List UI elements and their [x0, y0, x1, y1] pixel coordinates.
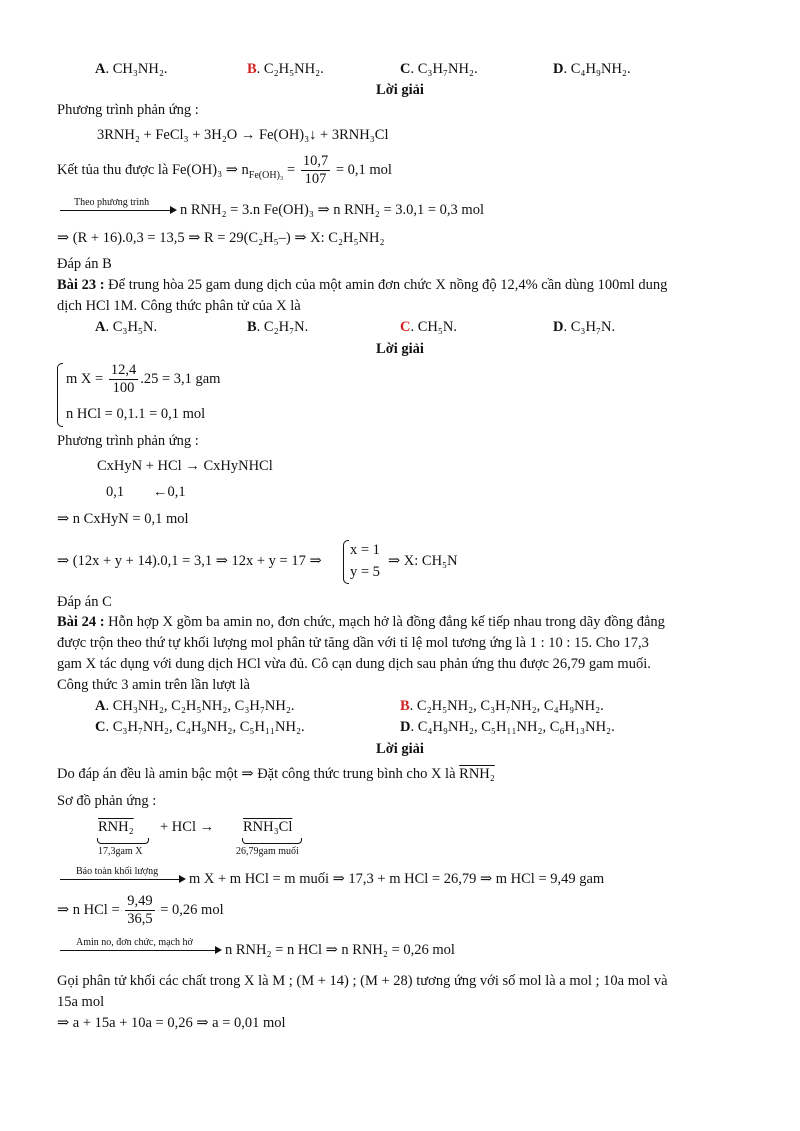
- reasoning-arrow: [60, 210, 175, 211]
- system-x: x = 1: [350, 542, 380, 558]
- option-d: D. C₄H₉NH₂.: [553, 61, 631, 77]
- scheme-right: RNH₃Cl: [243, 819, 293, 835]
- option-a: A. CH₃NH₂, C₂H₅NH₂, C₃H₇NH₂.: [95, 698, 295, 714]
- intro-line: Do đáp án đều là amin bậc một ⇒ Đặt công thức trung bình cho X là RNH₂: [57, 766, 495, 782]
- calc-line: ⇒ (12x + y + 14).0,1 = 3,1 ⇒ 12x + y = 17 ⇒: [57, 553, 322, 569]
- option-a: A. CH₃NH₂.: [95, 61, 168, 77]
- eq-label: Phương trình phản ứng :: [57, 433, 199, 449]
- system-brace: [343, 540, 349, 584]
- reaction-equation: 3RNH₂ + FeCl₃ + 3H₂O → Fe(OH)₃↓ + 3RNH₃Cl: [97, 127, 389, 143]
- question-24-cont: được trộn theo thứ tự khối lượng mol phân tử tăng dần với tỉ lệ mol tương ứng là 1 : 10 : 15. Cho 17,3: [57, 635, 649, 651]
- question-23-cont: dịch HCl 1M. Công thức phân tử của X là: [57, 298, 301, 314]
- scheme-mid: + HCl →: [160, 819, 215, 835]
- reaction-equation: CxHyN + HCl → CxHyNHCl: [97, 458, 273, 474]
- mol-line: n RNH₂ = 3.n Fe(OH)₃ ⇒ n RNH₂ = 3.0,1 = 0,3 mol: [180, 202, 484, 218]
- option-b-correct: B. C₂H₅NH₂, C₃H₇NH₂, C₄H₉NH₂.: [400, 698, 604, 714]
- eq-label: Phương trình phản ứng :: [57, 102, 199, 118]
- option-c: C. C₃H₇NH₂, C₄H₉NH₂, C₅H₁₁NH₂.: [95, 719, 305, 735]
- question-23: Bài 23 : Để trung hòa 25 gam dung dịch của một amin đơn chức X nồng độ 12,4% cần dùng 100ml dung: [57, 277, 668, 293]
- system-brace: [57, 363, 63, 427]
- question-24-cont: gam X tác dụng với dung dịch HCl vừa đủ. Cô cạn dung dịch sau phản ứng thu được 26,79 gam muối.: [57, 656, 651, 672]
- solution-heading: Lời giải: [376, 341, 424, 357]
- question-24-cont: Công thức 3 amin trên lần lượt là: [57, 677, 250, 693]
- text-line: Gọi phân tử khối các chất trong X là M ; (M + 14) ; (M + 28) tương ứng với số mol là a mol ; 10a mol và: [57, 973, 668, 989]
- solution-heading: Lời giải: [376, 741, 424, 757]
- arrow-label: Amin no, đơn chức, mạch hở: [76, 937, 193, 948]
- reasoning-arrow: [60, 950, 220, 951]
- result-line: ⇒ (R + 16).0,3 = 13,5 ⇒ R = 29(C₂H₅–) ⇒ X: C₂H₅NH₂: [57, 230, 385, 246]
- option-b: B. C₂H₇N.: [247, 319, 309, 335]
- system-y: y = 5: [350, 564, 380, 580]
- mol-row: ←0,1: [153, 484, 186, 500]
- mass-equation: m X = $\frac{12,4}{100}$ .25 = 3,1 gam: [66, 362, 221, 397]
- underbrace: [97, 838, 149, 844]
- scheme-left: RNH₂: [98, 819, 134, 835]
- mol-row: 0,1: [106, 484, 125, 500]
- reasoning-arrow: [60, 879, 184, 880]
- mol-equation: n HCl = 0,1.1 = 0,1 mol: [66, 406, 206, 422]
- option-c: C. C₃H₇NH₂.: [400, 61, 478, 77]
- arrow-label: Theo phương trình: [74, 197, 150, 208]
- arrow-label: Bảo toàn khối lượng: [76, 866, 159, 877]
- option-d: D. C₄H₉NH₂, C₅H₁₁NH₂, C₆H₁₃NH₂.: [400, 719, 615, 735]
- calc-result: ⇒ X: CH₅N: [388, 553, 458, 569]
- text-line: 15a mol: [57, 994, 105, 1010]
- option-d: D. C₃H₇N.: [553, 319, 616, 335]
- question-24: Bài 24 : Hỗn hợp X gồm ba amin no, đơn chức, mạch hở là đồng đẳng kế tiếp nhau trong dãy đồng đẳng: [57, 614, 665, 630]
- answer: Đáp án C: [57, 594, 112, 610]
- option-b-correct: B. C₂H₅NH₂.: [247, 61, 324, 77]
- n-line: n RNH₂ = n HCl ⇒ n RNH₂ = 0,26 mol: [225, 942, 455, 958]
- nhcl-line: ⇒ n HCl = $\frac{9,49}{36,5}$ = 0,26 mol: [57, 893, 224, 928]
- option-a: A. C₃H₅N.: [95, 319, 158, 335]
- scheme-label: Sơ đồ phản ứng :: [57, 793, 157, 809]
- fraction: $\frac{10,7}{107}$: [302, 153, 329, 188]
- solution-heading: Lời giải: [376, 82, 424, 98]
- precipitate-line: Kết tủa thu được là Fe(OH)₃ ⇒ $n_{Fe(OH)_3}$ = $\frac{10,7}{107}$ = 0,1 mol: [57, 153, 392, 188]
- option-c-correct: C. CH₅N.: [400, 319, 458, 335]
- n-line: ⇒ n CxHyN = 0,1 mol: [57, 511, 189, 527]
- underbrace-label: 26,79gam muối: [236, 846, 299, 857]
- underbrace: [242, 838, 302, 844]
- underbrace-label: 17,3gam X: [98, 846, 143, 857]
- mass-line: m X + m HCl = m muối ⇒ 17,3 + m HCl = 26,79 ⇒ m HCl = 9,49 gam: [189, 871, 605, 887]
- a-line: ⇒ a + 15a + 10a = 0,26 ⇒ a = 0,01 mol: [57, 1015, 286, 1031]
- answer: Đáp án B: [57, 256, 112, 272]
